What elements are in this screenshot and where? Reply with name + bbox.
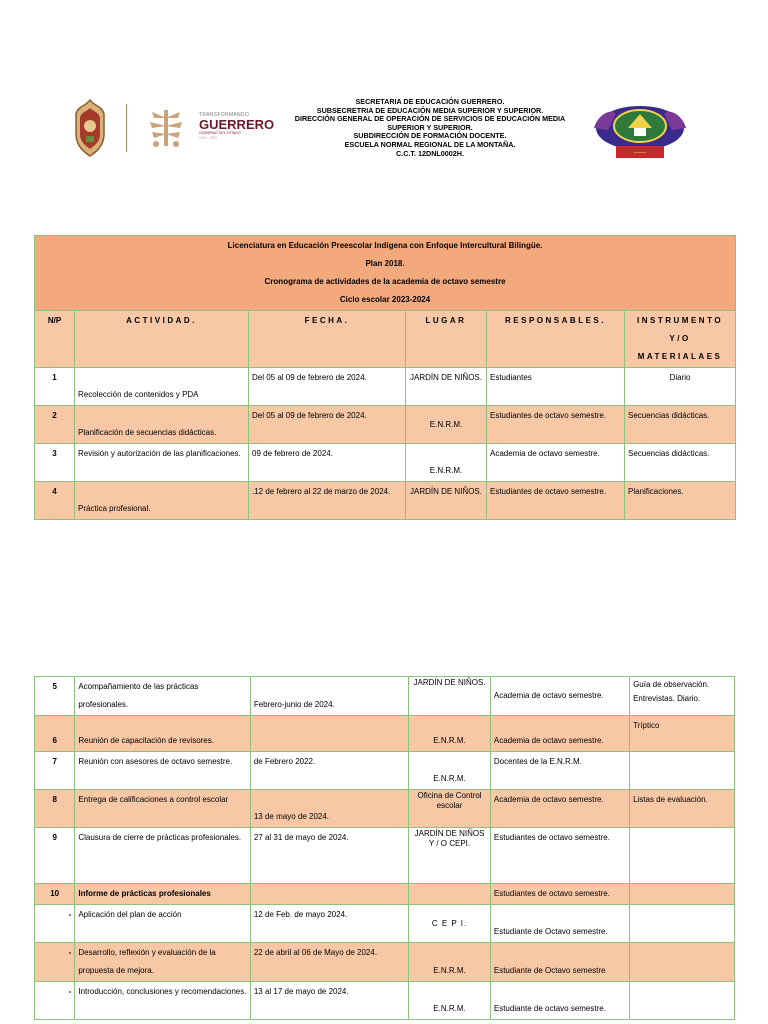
row-instrumento: Secuencias didácticas. [625, 406, 736, 444]
table-row [35, 828, 735, 884]
row-actividad: Recolección de contenidos y PDA [75, 368, 249, 406]
row-actividad: Aplicación del plan de acción [75, 905, 251, 943]
row-fecha: 12 de Feb. de mayo 2024. [250, 905, 408, 943]
row-responsables: Estudiantes de octavo semestre. [490, 828, 629, 884]
row-actividad: Reunión de capacitación de revisores. [75, 716, 251, 752]
col-header-instrumento: INSTRUMENTO Y/O MATERIALAES [625, 311, 736, 368]
col-header-fecha: FECHA. [249, 311, 406, 368]
institution-line: ESCUELA NORMAL REGIONAL DE LA MONTAÑA. [344, 139, 516, 149]
row-fecha: 13 de mayo de 2024. [250, 790, 408, 828]
table-row [35, 982, 735, 1020]
row-actividad: Desarrollo, reflexión y evaluación de la propuesta de mejora. [75, 943, 251, 982]
guerrero-emblem-icon [142, 104, 190, 152]
row-actividad: Práctica profesional. [75, 482, 249, 520]
row-np: 4 [35, 482, 75, 520]
row-np: 2 [35, 406, 75, 444]
row-actividad: Informe de prácticas profesionales [75, 884, 251, 905]
table-row [35, 482, 736, 520]
row-instrumento [630, 828, 735, 884]
guerrero-seal-icon [72, 96, 108, 160]
row-responsables: Estudiante de octavo semestre. [490, 982, 629, 1020]
row-responsables: Estudiantes de octavo semestre. [490, 884, 629, 905]
row-responsables: Estudiante de Octavo semestre [490, 943, 629, 982]
header-divider [126, 104, 127, 152]
row-np: - [35, 905, 75, 943]
row-actividad: Revisión y autorización de las planificaciones. [75, 444, 249, 482]
row-lugar: JARDÍN DE NIÑOS. [406, 482, 487, 520]
row-np: 1 [35, 368, 75, 406]
row-fecha: de Febrero 2022. [250, 752, 408, 790]
row-lugar [409, 884, 491, 905]
col-header-responsables: RESPONSABLES. [487, 311, 625, 368]
row-fecha [250, 716, 408, 752]
row-lugar: C E P I. [409, 905, 491, 943]
row-instrumento [630, 752, 735, 790]
caption-line: Licenciatura en Educación Preescolar Indígena con Enfoque Intercultural Bilingüe. [227, 241, 543, 250]
institution-line: SUBDIRECCIÓN DE FORMACIÓN DOCENTE. [353, 131, 507, 141]
row-responsables: Estudiantes de octavo semestre. [487, 482, 625, 520]
col-header-actividad: ACTIVIDAD. [75, 311, 249, 368]
row-lugar: JARDÍN DE NIÑOS Y / O CEPI. [409, 828, 491, 884]
row-responsables: Estudiantes [487, 368, 625, 406]
table-row [35, 884, 735, 905]
table-row [35, 406, 736, 444]
logo-subtitle: GOBIERNO DEL ESTADO [199, 131, 241, 135]
institution-line: DIRECCIÓN GENERAL DE OPERACIÓN DE SERVICIOS DE EDUCACIÓN MEDIA [294, 114, 566, 124]
row-instrumento: Secuencias didácticas. [625, 444, 736, 482]
row-np: 10 [35, 884, 75, 905]
table-row [35, 790, 735, 828]
logo-tagline: TRANSFORMANDO [199, 112, 250, 118]
row-instrumento [630, 982, 735, 1020]
row-responsables: Docentes de la E.N.R.M. [490, 752, 629, 790]
row-np: - [35, 943, 75, 982]
guerrero-logo-text [199, 112, 279, 141]
row-np: 6 [35, 716, 75, 752]
row-lugar: E.N.R.M. [409, 716, 491, 752]
row-actividad: Introducción, conclusiones y recomendaciones. [75, 982, 251, 1020]
institution-line: SUBSECRETRIA DE EDUCACIÓN MEDIA SUPERIOR Y SUPERIOR. [316, 105, 544, 115]
row-np: 5 [35, 677, 75, 716]
table-caption [35, 236, 736, 311]
schedule-table-part1 [34, 235, 736, 520]
row-instrumento: Diario [625, 368, 736, 406]
caption-line: Ciclo escolar 2023-2024 [339, 295, 431, 304]
row-responsables: Academia de octavo semestre. [490, 716, 629, 752]
institution-line: SECRETARIA DE EDUCACIÓN GUERRERO. [355, 97, 505, 106]
row-lugar: JARDÍN DE NIÑOS. [409, 677, 491, 716]
schedule-table-part2 [34, 676, 735, 1020]
row-fecha: 13 al 17 de mayo de 2024. [250, 982, 408, 1020]
caption-line: Cronograma de actividades de la academia de octavo semestre [264, 277, 506, 286]
row-lugar: Oficina de Control escolar [409, 790, 491, 828]
row-fecha [250, 884, 408, 905]
row-actividad: Reunión con asesores de octavo semestre. [75, 752, 251, 790]
row-np: 9 [35, 828, 75, 884]
row-actividad: Entrega de calificaciones a control escolar [75, 790, 251, 828]
row-fecha: Del 05 al 09 de febrero de 2024. [249, 406, 406, 444]
table-row [35, 677, 735, 716]
row-lugar: E.N.R.M. [406, 444, 487, 482]
logo-years: 2021 - 2027 [199, 136, 218, 140]
row-actividad: Acompañamiento de las prácticas profesionales. [75, 677, 251, 716]
row-instrumento: Planificaciones. [625, 482, 736, 520]
row-instrumento: Tríptico [630, 716, 735, 752]
row-lugar: E.N.R.M. [406, 406, 487, 444]
row-responsables: Estudiantes de octavo semestre. [487, 406, 625, 444]
row-instrumento [630, 905, 735, 943]
row-instrumento [630, 884, 735, 905]
row-responsables: Academia de octavo semestre. [490, 790, 629, 828]
row-responsables: Academia de octavo semestre. [487, 444, 625, 482]
row-fecha: 09 de febrero de 2024. [249, 444, 406, 482]
table-row [35, 752, 735, 790]
row-actividad: Clausura de cierre de prácticas profesionales. [75, 828, 251, 884]
row-fecha: .12 de febrero al 22 de marzo de 2024. [249, 482, 406, 520]
institution-heading [285, 98, 575, 158]
col-header-np: N/P [35, 311, 75, 368]
caption-line: Plan 2018. [365, 259, 405, 268]
row-lugar: E.N.R.M. [409, 943, 491, 982]
row-lugar: JARDÍN DE NIÑOS. [406, 368, 487, 406]
row-instrumento [630, 943, 735, 982]
row-fecha: Del 05 al 09 de febrero de 2024. [249, 368, 406, 406]
row-fecha: 27 al 31 de mayo de 2024. [250, 828, 408, 884]
row-np: - [35, 982, 75, 1020]
table-row [35, 716, 735, 752]
table-header-row [35, 311, 736, 368]
row-np: 7 [35, 752, 75, 790]
row-np: 3 [35, 444, 75, 482]
table-caption-row [35, 236, 736, 311]
institution-line: C.C.T. 12DNL0002H. [396, 148, 464, 158]
svg-text:~~~: ~~~ [633, 150, 647, 157]
row-actividad: Planificación de secuencias didácticas. [75, 406, 249, 444]
row-lugar: E.N.R.M. [409, 982, 491, 1020]
table-row [35, 905, 735, 943]
table-row [35, 943, 735, 982]
row-instrumento: Guía de observación. Entrevistas. Diario. [630, 677, 735, 716]
document-header [0, 92, 768, 172]
logo-name: GUERRERO [199, 117, 275, 132]
col-header-lugar: LUGAR [406, 311, 487, 368]
row-np: 8 [35, 790, 75, 828]
row-responsables: Academia de octavo semestre. [490, 677, 629, 716]
row-fecha: 22 de abril al 06 de Mayo de 2024. [250, 943, 408, 982]
row-fecha: Febrero-junio de 2024. [250, 677, 408, 716]
table-row [35, 444, 736, 482]
table-row [35, 368, 736, 406]
institution-line: SUPERIOR Y SUPERIOR. [387, 122, 473, 132]
row-lugar: E.N.R.M. [409, 752, 491, 790]
school-logo-icon [588, 94, 692, 164]
row-instrumento: Listas de evaluación. [630, 790, 735, 828]
row-responsables: Estudiante de Octavo semestre. [490, 905, 629, 943]
